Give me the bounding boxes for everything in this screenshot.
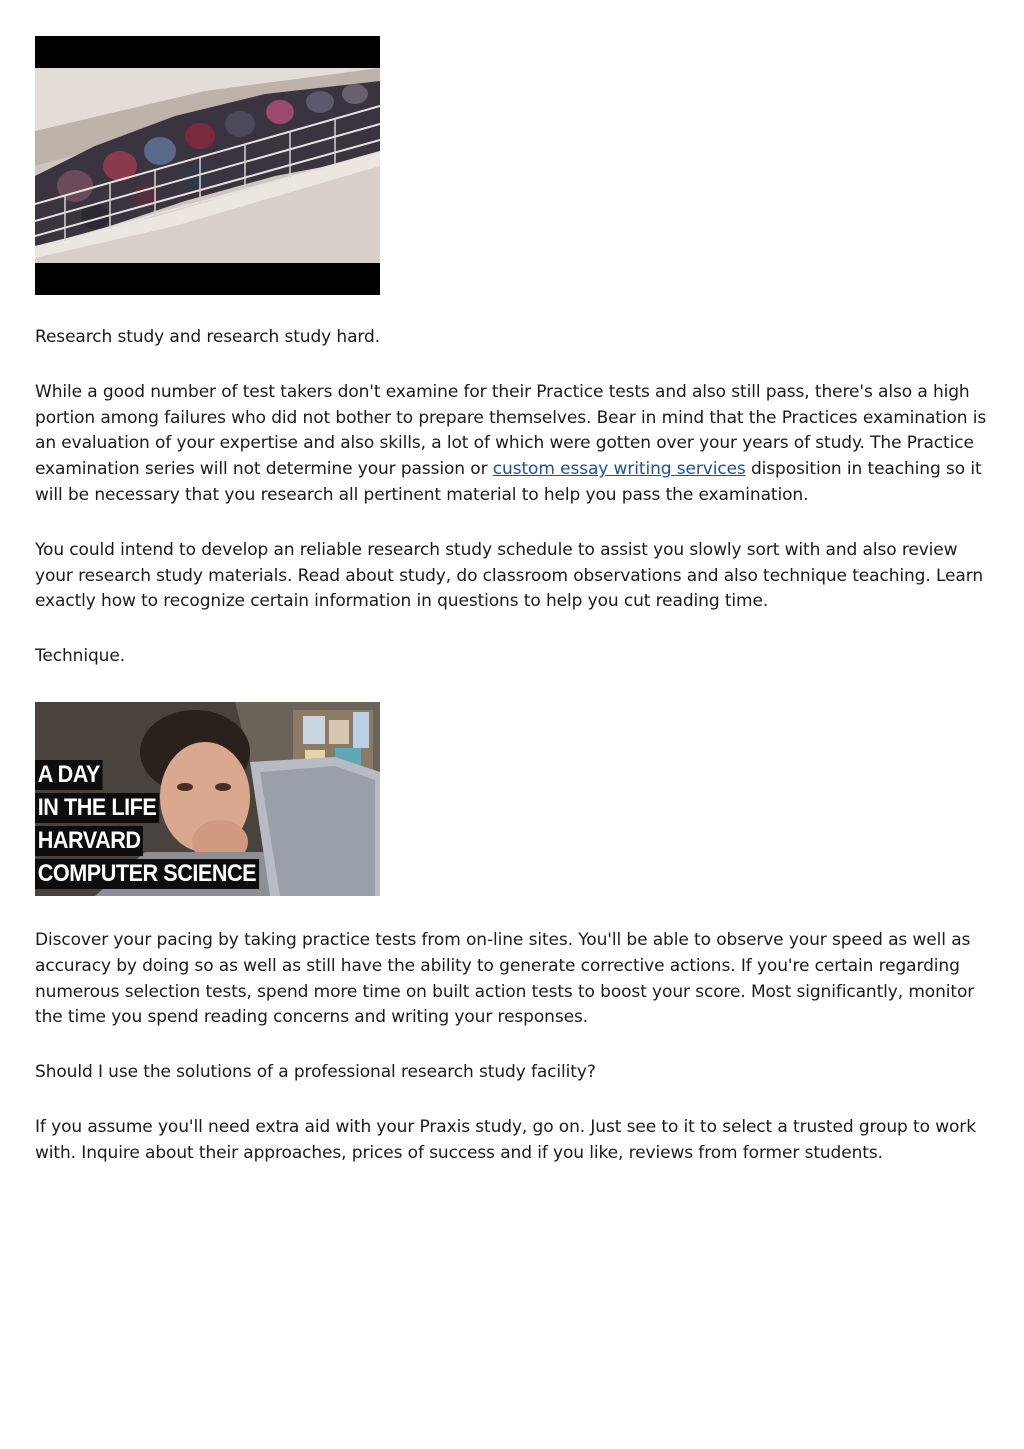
paragraph-4: Technique. bbox=[35, 646, 126, 667]
paragraph-5: Discover your pacing by taking practice tests from on-line sites. You'll be able to observe your speed as well as accuracy by doing so as well as still have the ability to generate corrective actions. If you're certain regarding numerous selection tests, spend more time on built action tests to boost your score. Most significantly, monitor the time you spend reading concerns and writing your responses. bbox=[35, 929, 975, 1028]
paragraph-1: Research study and research study hard. bbox=[35, 327, 380, 347]
crowd-on-stairwell-photo bbox=[35, 36, 380, 295]
caption-line-4: COMPUTER SCIENCE bbox=[35, 859, 259, 889]
caption-line-1: A DAY bbox=[35, 760, 103, 790]
document-body bbox=[35, 36, 995, 1167]
caption-line-3: HARVARD bbox=[35, 826, 143, 856]
video-thumbnail bbox=[35, 702, 380, 896]
stairwell-photo-graphic bbox=[35, 36, 380, 295]
paragraph-2-text-end: disposition in teaching so it will be necessary that you research all pertinent material to help you pass the examination. bbox=[35, 459, 982, 505]
paragraph-2-text-start: While a good number of test takers don't examine for their Practice tests and also still pass, there's also a high portion among failures who did not bother to prepare themselves. Bear in mind that the Practices examination is an evaluation of your expertise and also skills, a lot of which were gotten over your years of study. The Practice examination series will not determine your passion or bbox=[35, 381, 987, 480]
paragraph-3: You could intend to develop an reliable research study schedule to assist you slowly sort with and also review your research study materials. Read about study, do classroom observations and also technique teaching. Learn exactly how to recognize certain information in questions to help you cut reading time. bbox=[35, 539, 983, 612]
custom-essay-link[interactable]: custom essay writing services bbox=[492, 459, 746, 480]
paragraph-7: If you assume you'll need extra aid with your Praxis study, go on. Just see to it to select a trusted group to work with. Inquire about their approaches, prices of success and if you like, reviews from former students. bbox=[35, 1116, 976, 1163]
paragraph-6: Should I use the solutions of a professional research study facility? bbox=[35, 1062, 596, 1083]
caption-line-2: IN THE LIFE bbox=[35, 793, 159, 823]
thumbnail-caption bbox=[35, 760, 284, 889]
paragraph-2 bbox=[35, 380, 995, 509]
